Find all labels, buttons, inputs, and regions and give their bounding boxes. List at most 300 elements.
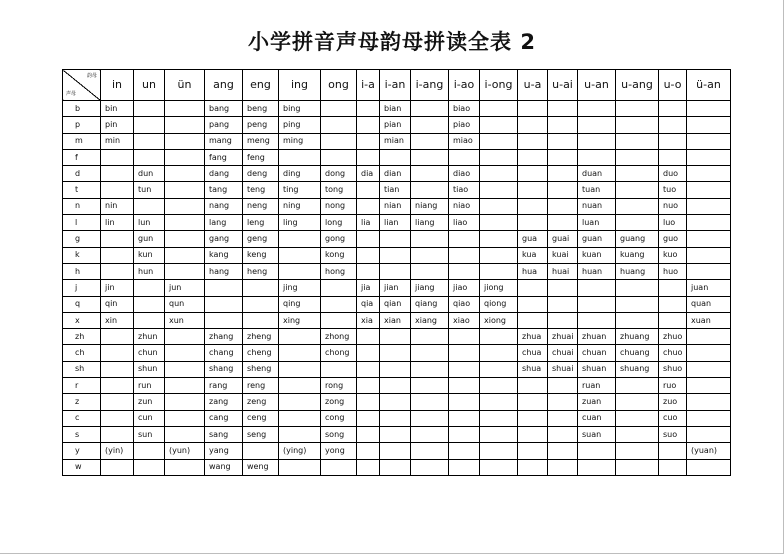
syllable-cell: sheng [243, 361, 279, 377]
syllable-cell [518, 149, 548, 165]
syllable-cell: huo [659, 263, 687, 279]
syllable-cell: bing [279, 101, 321, 117]
syllable-cell [616, 117, 659, 133]
syllable-cell: dang [205, 166, 243, 182]
syllable-cell: xia [357, 312, 380, 328]
syllable-cell [357, 198, 380, 214]
syllable-cell [101, 231, 134, 247]
syllable-cell [548, 378, 578, 394]
syllable-cell: (ying) [279, 443, 321, 459]
initial-cell: c [63, 410, 101, 426]
syllable-cell: ting [279, 182, 321, 198]
syllable-cell: qiong [480, 296, 518, 312]
syllable-cell: shuo [659, 361, 687, 377]
syllable-cell [165, 329, 205, 345]
syllable-cell [357, 410, 380, 426]
syllable-cell [659, 459, 687, 475]
table-row [63, 361, 731, 377]
syllable-cell [411, 329, 449, 345]
final-header: i-ang [411, 70, 449, 101]
syllable-cell: xiang [411, 312, 449, 328]
final-header: i-a [357, 70, 380, 101]
syllable-cell [101, 263, 134, 279]
table-row [63, 410, 731, 426]
syllable-cell [480, 231, 518, 247]
syllable-cell [357, 182, 380, 198]
syllable-cell [687, 378, 731, 394]
syllable-cell [165, 378, 205, 394]
initial-cell: j [63, 280, 101, 296]
table-row [63, 312, 731, 328]
syllable-cell [518, 182, 548, 198]
syllable-cell [449, 247, 480, 263]
syllable-cell [480, 198, 518, 214]
syllable-cell [548, 166, 578, 182]
syllable-cell: cuo [659, 410, 687, 426]
syllable-cell [578, 117, 616, 133]
syllable-cell [616, 133, 659, 149]
syllable-cell [380, 394, 411, 410]
syllable-cell: (yun) [165, 443, 205, 459]
syllable-cell [687, 166, 731, 182]
syllable-cell: zhuang [616, 329, 659, 345]
table-row [63, 345, 731, 361]
syllable-cell [548, 149, 578, 165]
syllable-cell [411, 443, 449, 459]
syllable-cell: nin [101, 198, 134, 214]
syllable-cell [134, 101, 165, 117]
syllable-cell: song [321, 426, 357, 442]
syllable-cell [687, 247, 731, 263]
syllable-cell: gang [205, 231, 243, 247]
syllable-cell: guan [578, 231, 616, 247]
syllable-cell: gua [518, 231, 548, 247]
syllable-cell: jiong [480, 280, 518, 296]
syllable-cell: zang [205, 394, 243, 410]
syllable-cell [321, 296, 357, 312]
syllable-cell [480, 459, 518, 475]
syllable-cell [449, 263, 480, 279]
syllable-cell [165, 231, 205, 247]
header-row [63, 70, 731, 101]
syllable-cell: quan [687, 296, 731, 312]
syllable-cell: lin [101, 215, 134, 231]
table-row [63, 329, 731, 345]
syllable-cell: huang [616, 263, 659, 279]
syllable-cell: nong [321, 198, 357, 214]
syllable-cell: jian [380, 280, 411, 296]
syllable-cell: qun [165, 296, 205, 312]
syllable-cell: chang [205, 345, 243, 361]
syllable-cell [659, 133, 687, 149]
syllable-cell [357, 459, 380, 475]
syllable-cell: zhuan [578, 329, 616, 345]
syllable-cell [411, 459, 449, 475]
table-row [63, 247, 731, 263]
syllable-cell [357, 394, 380, 410]
syllable-cell [279, 247, 321, 263]
syllable-cell [518, 101, 548, 117]
initial-cell: f [63, 149, 101, 165]
syllable-cell [279, 394, 321, 410]
syllable-cell: guai [548, 231, 578, 247]
syllable-cell: dian [380, 166, 411, 182]
syllable-cell [518, 280, 548, 296]
syllable-cell [411, 410, 449, 426]
syllable-cell: kong [321, 247, 357, 263]
syllable-cell: huai [548, 263, 578, 279]
syllable-cell [380, 231, 411, 247]
syllable-cell [449, 426, 480, 442]
syllable-cell: deng [243, 166, 279, 182]
syllable-cell [449, 361, 480, 377]
syllable-cell: gun [134, 231, 165, 247]
initial-cell: q [63, 296, 101, 312]
syllable-cell: zhua [518, 329, 548, 345]
syllable-cell: zuo [659, 394, 687, 410]
syllable-cell: ning [279, 198, 321, 214]
syllable-cell: wang [205, 459, 243, 475]
syllable-cell: xuan [687, 312, 731, 328]
syllable-cell: kun [134, 247, 165, 263]
syllable-cell [616, 215, 659, 231]
syllable-cell [357, 117, 380, 133]
syllable-cell [687, 182, 731, 198]
syllable-cell [659, 280, 687, 296]
syllable-cell: zeng [243, 394, 279, 410]
syllable-cell: zhuo [659, 329, 687, 345]
syllable-cell [279, 149, 321, 165]
initial-cell: h [63, 263, 101, 279]
syllable-cell [321, 149, 357, 165]
syllable-cell: seng [243, 426, 279, 442]
syllable-cell: neng [243, 198, 279, 214]
syllable-cell [411, 231, 449, 247]
syllable-cell: shuan [578, 361, 616, 377]
syllable-cell [616, 394, 659, 410]
syllable-cell [449, 329, 480, 345]
syllable-cell [578, 101, 616, 117]
syllable-cell [357, 231, 380, 247]
syllable-cell: pian [380, 117, 411, 133]
initial-cell: d [63, 166, 101, 182]
syllable-cell [548, 198, 578, 214]
syllable-cell: tun [134, 182, 165, 198]
syllable-cell [411, 345, 449, 361]
syllable-cell [548, 410, 578, 426]
syllable-cell: lia [357, 215, 380, 231]
syllable-cell [134, 133, 165, 149]
syllable-cell: xiao [449, 312, 480, 328]
initial-cell: m [63, 133, 101, 149]
syllable-cell [449, 149, 480, 165]
syllable-cell: hun [134, 263, 165, 279]
syllable-cell [321, 101, 357, 117]
initial-cell: l [63, 215, 101, 231]
syllable-cell [165, 133, 205, 149]
syllable-cell [165, 345, 205, 361]
syllable-cell [616, 198, 659, 214]
syllable-cell [101, 182, 134, 198]
syllable-cell: pin [101, 117, 134, 133]
syllable-cell [380, 345, 411, 361]
table-row [63, 166, 731, 182]
syllable-cell [165, 361, 205, 377]
syllable-cell: cong [321, 410, 357, 426]
syllable-cell: mian [380, 133, 411, 149]
final-header: u-a [518, 70, 548, 101]
syllable-cell: qia [357, 296, 380, 312]
table-row [63, 117, 731, 133]
syllable-cell [205, 312, 243, 328]
syllable-cell: qing [279, 296, 321, 312]
initial-cell: sh [63, 361, 101, 377]
syllable-cell [687, 149, 731, 165]
syllable-cell: luo [659, 215, 687, 231]
syllable-cell: ruo [659, 378, 687, 394]
syllable-cell [134, 312, 165, 328]
syllable-cell [279, 426, 321, 442]
syllable-cell [165, 149, 205, 165]
syllable-cell [480, 247, 518, 263]
table-body [63, 101, 731, 476]
syllable-cell [616, 312, 659, 328]
syllable-cell [449, 345, 480, 361]
syllable-cell: zong [321, 394, 357, 410]
syllable-cell [449, 394, 480, 410]
syllable-cell [321, 280, 357, 296]
syllable-cell: xin [101, 312, 134, 328]
syllable-cell: cheng [243, 345, 279, 361]
syllable-cell: bian [380, 101, 411, 117]
syllable-cell [687, 426, 731, 442]
syllable-cell: luan [578, 215, 616, 231]
final-header: ing [279, 70, 321, 101]
initial-cell: z [63, 394, 101, 410]
syllable-cell [321, 312, 357, 328]
syllable-cell [411, 101, 449, 117]
syllable-cell [101, 394, 134, 410]
syllable-cell: rang [205, 378, 243, 394]
syllable-cell: guang [616, 231, 659, 247]
syllable-cell [687, 198, 731, 214]
syllable-cell [101, 345, 134, 361]
syllable-cell: jin [101, 280, 134, 296]
syllable-cell [616, 101, 659, 117]
syllable-cell [134, 280, 165, 296]
syllable-cell: cuan [578, 410, 616, 426]
syllable-cell [659, 312, 687, 328]
syllable-cell: meng [243, 133, 279, 149]
syllable-cell: lang [205, 215, 243, 231]
syllable-cell: tang [205, 182, 243, 198]
syllable-cell: xian [380, 312, 411, 328]
syllable-cell [243, 280, 279, 296]
syllable-cell [101, 459, 134, 475]
syllable-cell [279, 231, 321, 247]
syllable-cell [357, 345, 380, 361]
syllable-cell: shuai [548, 361, 578, 377]
syllable-cell: kuo [659, 247, 687, 263]
syllable-cell: bin [101, 101, 134, 117]
table-row [63, 296, 731, 312]
syllable-cell [321, 133, 357, 149]
syllable-cell: ping [279, 117, 321, 133]
syllable-cell [165, 166, 205, 182]
syllable-cell: geng [243, 231, 279, 247]
syllable-cell: pang [205, 117, 243, 133]
syllable-cell [357, 443, 380, 459]
syllable-cell [449, 459, 480, 475]
syllable-cell [480, 182, 518, 198]
initial-cell: t [63, 182, 101, 198]
syllable-cell [518, 296, 548, 312]
syllable-cell [518, 117, 548, 133]
syllable-cell: rong [321, 378, 357, 394]
table-row [63, 198, 731, 214]
syllable-cell: chong [321, 345, 357, 361]
syllable-cell: suo [659, 426, 687, 442]
syllable-cell [548, 101, 578, 117]
syllable-cell: yong [321, 443, 357, 459]
syllable-cell [165, 426, 205, 442]
syllable-cell: miao [449, 133, 480, 149]
syllable-cell [279, 345, 321, 361]
syllable-cell [449, 410, 480, 426]
syllable-cell: zhuai [548, 329, 578, 345]
syllable-cell [449, 231, 480, 247]
syllable-cell: weng [243, 459, 279, 475]
syllable-cell [411, 394, 449, 410]
final-header: u-o [659, 70, 687, 101]
syllable-cell: suan [578, 426, 616, 442]
syllable-cell [578, 312, 616, 328]
syllable-cell: kuang [616, 247, 659, 263]
final-header: ü-an [687, 70, 731, 101]
syllable-cell [518, 459, 548, 475]
initial-cell: n [63, 198, 101, 214]
syllable-cell: feng [243, 149, 279, 165]
syllable-cell [134, 117, 165, 133]
syllable-cell: shun [134, 361, 165, 377]
syllable-cell: run [134, 378, 165, 394]
syllable-cell: shuang [616, 361, 659, 377]
syllable-cell: jiang [411, 280, 449, 296]
syllable-cell [616, 280, 659, 296]
syllable-cell [616, 459, 659, 475]
syllable-cell [659, 101, 687, 117]
syllable-cell: sang [205, 426, 243, 442]
syllable-cell [548, 459, 578, 475]
syllable-cell [101, 426, 134, 442]
syllable-cell [205, 296, 243, 312]
corner-cell [63, 70, 101, 101]
syllable-cell [548, 133, 578, 149]
syllable-cell: xing [279, 312, 321, 328]
syllable-cell: dong [321, 166, 357, 182]
syllable-cell: chun [134, 345, 165, 361]
initial-cell: g [63, 231, 101, 247]
syllable-cell [380, 263, 411, 279]
syllable-cell: niao [449, 198, 480, 214]
syllable-cell: dun [134, 166, 165, 182]
syllable-cell: ming [279, 133, 321, 149]
syllable-cell [357, 247, 380, 263]
syllable-cell [480, 426, 518, 442]
syllable-cell: xun [165, 312, 205, 328]
syllable-cell [659, 443, 687, 459]
syllable-cell [480, 166, 518, 182]
syllable-cell [134, 198, 165, 214]
syllable-cell [380, 247, 411, 263]
table-row [63, 459, 731, 475]
syllable-cell [548, 215, 578, 231]
table-row [63, 280, 731, 296]
syllable-cell [616, 149, 659, 165]
syllable-cell [687, 459, 731, 475]
syllable-cell [578, 459, 616, 475]
syllable-cell [578, 296, 616, 312]
syllable-cell [205, 280, 243, 296]
final-header: u-ang [616, 70, 659, 101]
table-row [63, 263, 731, 279]
syllable-cell [480, 215, 518, 231]
table-row [63, 426, 731, 442]
syllable-cell [134, 149, 165, 165]
syllable-cell: duo [659, 166, 687, 182]
table-row [63, 231, 731, 247]
syllable-cell [411, 133, 449, 149]
syllable-cell [578, 133, 616, 149]
syllable-cell: duan [578, 166, 616, 182]
syllable-cell [480, 361, 518, 377]
syllable-cell: zheng [243, 329, 279, 345]
syllable-cell [548, 312, 578, 328]
syllable-cell: cun [134, 410, 165, 426]
syllable-cell [687, 329, 731, 345]
syllable-cell: heng [243, 263, 279, 279]
syllable-cell [279, 410, 321, 426]
syllable-cell [518, 198, 548, 214]
syllable-cell: niang [411, 198, 449, 214]
syllable-cell [548, 296, 578, 312]
syllable-cell: tong [321, 182, 357, 198]
initial-cell: w [63, 459, 101, 475]
syllable-cell: bang [205, 101, 243, 117]
syllable-cell: tuo [659, 182, 687, 198]
syllable-cell [165, 247, 205, 263]
syllable-cell [616, 378, 659, 394]
syllable-cell: chuang [616, 345, 659, 361]
syllable-cell [548, 280, 578, 296]
final-header: u-an [578, 70, 616, 101]
syllable-cell [480, 345, 518, 361]
syllable-cell [380, 378, 411, 394]
syllable-cell [411, 149, 449, 165]
syllable-cell [480, 394, 518, 410]
syllable-cell [616, 426, 659, 442]
final-header: ang [205, 70, 243, 101]
syllable-cell [243, 312, 279, 328]
syllable-cell [321, 117, 357, 133]
syllable-cell [480, 443, 518, 459]
syllable-cell: reng [243, 378, 279, 394]
syllable-cell [687, 215, 731, 231]
syllable-cell: shua [518, 361, 548, 377]
syllable-cell: chuo [659, 345, 687, 361]
final-header: i-ong [480, 70, 518, 101]
initial-cell: s [63, 426, 101, 442]
